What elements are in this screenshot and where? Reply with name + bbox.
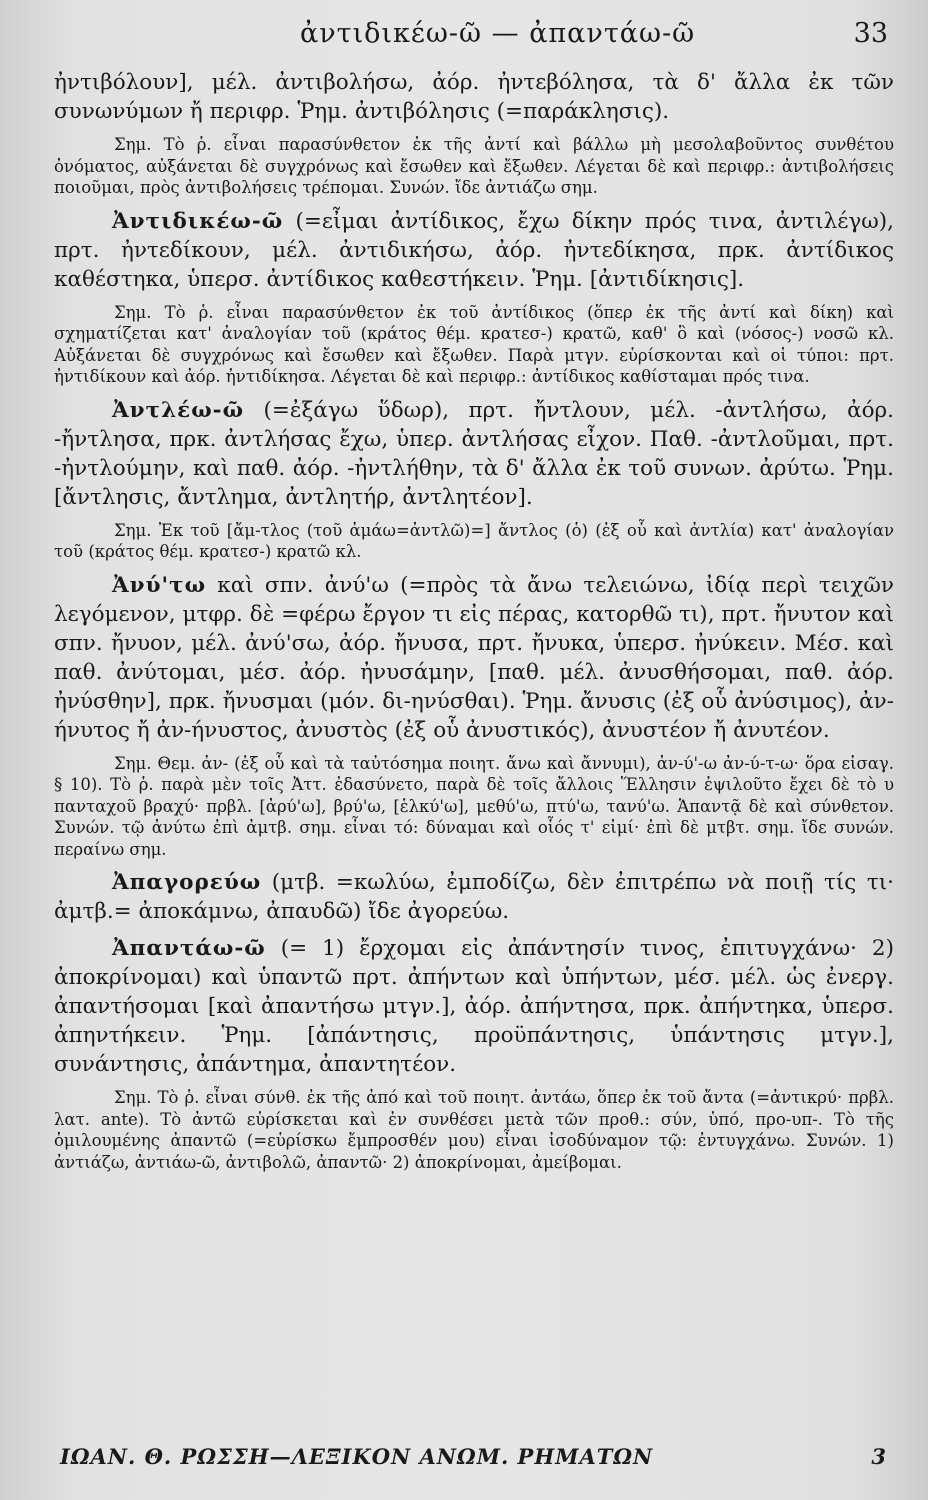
entry-apantao (54, 934, 894, 1079)
note-apantao: Σημ. Τὸ ῥ. εἶναι σύνθ. ἐκ τῆς ἀπό καὶ τοῦ ποιητ. ἀντάω, ὅπερ ἐκ τοῦ ἄντα (=ἀντικρύ· πρβλ. λατ. ante). Τὸ ἀντῶ εὑρίσκεται καὶ ἐν συνθέσει μετὰ τῶν προθ.: σύν, ὑπό, προ-υπ-. Τὸ τῆς ὁμιλουμένης ἀπαντῶ (=εὑρίσκω ἔμπροσθέν μου) εἶναι ἰσοδύναμον τῷ: ἐντυγχάνω. Συνών. 1) ἀντιάζω, ἀντιάω-ῶ, ἀντιβολῶ, ἀπαντῶ· 2) ἀποκρίνομαι, ἀμείβομαι. (54, 1088, 894, 1172)
entry-antleo (54, 396, 894, 512)
entry-antibolo-continued: ἠντιβόλουν], μέλ. ἀντιβολήσω, ἀόρ. ἠντεβόλησα, τὰ δ' ἄλλα ἐκ τῶν συνωνύμων ἤ περιφρ. Ῥημ. ἀντιβόλησις (=παράκλησις). (54, 70, 894, 124)
note-antibolo: Σημ. Τὸ ῥ. εἶναι παρασύνθετον ἐκ τῆς ἀντί καὶ βάλλω μὴ μεσολαβοῦντος συνθέτου ὀνόματος, αὐξάνεται δὲ συγχρόνως καὶ ἔσωθεν καὶ ἔξωθεν. Λέγεται δὲ καὶ περιφρ.: ἀντιβολήσεις ποιοῦμαι, πρὸς ἀντιβολήσεις τρέπομαι. Συνών. ἴδε ἀντιάζω σημ. (54, 135, 894, 197)
headword-apantao: Ἀπαντάω-ῶ (112, 936, 266, 961)
page-number: 33 (853, 18, 888, 49)
footer-signature-mark: 3 (871, 1444, 886, 1469)
entry-antidikeo (54, 207, 894, 294)
headword-antleo: Ἀντλέω-ῶ (112, 397, 245, 423)
running-head-title: ἀντιδικέω-ῶ — ἀπαντάω-ῶ (300, 18, 696, 49)
entry-apantao-text: (= 1) ἔρχομαι εἰς ἀπάντησίν τινος, ἐπιτυγχάνω· 2) ἀποκρίνομαι) καὶ ὑπαντῶ πρτ. ἀπήντων καὶ ὑπήντων, μέσ. μέλ. ὡς ἐνεργ. ἀπαντήσομαι [καὶ ἀπαντήσω μτγν.], ἀόρ. ἀπήντησα, πρκ. ἀπήντηκα, ὑπερσ. ἀπηντήκειν. Ῥημ. [ἀπάντησις, προϋπάντησις, ὑπάντησις μτγν.], συνάντησις, ἀπάντημα, ἀπαντητέον. (54, 936, 894, 1077)
entry-apagoreuo (54, 868, 894, 926)
entry-anyto (54, 571, 894, 745)
note-antidikeo: Σημ. Τὸ ῥ. εἶναι παρασύνθετον ἐκ τοῦ ἀντίδικος (ὅπερ ἐκ τῆς ἀντί καὶ δίκη) καὶ σχηματίζεται κατ' ἀναλογίαν τοῦ (κράτος θέμ. κρατεσ-) κρατῶ, καθ' ὃ καὶ (νόσος-) νοσῶ κλ. Αὐξάνεται δὲ συγχρόνως καὶ ἔσωθεν καὶ ἔξωθεν. Παρὰ μτγν. εὑρίσκονται καὶ οἱ τύποι: πρτ. ἠντιδίκουν καὶ ἀόρ. ἠντιδίκησα. Λέγεται δὲ καὶ περιφρ.: ἀντίδικος καθίσταμαι πρός τινα. (54, 302, 894, 386)
entry-antleo-text: (=ἐξάγω ὕδωρ), πρτ. ἤντλουν, μέλ. -ἀντλήσω, ἀόρ. -ἤντλησα, πρκ. ἀντλήσας ἔχω, ὑπερ. ἀντλήσας εἶχον. Παθ. -ἀντλοῦμαι, πρτ. -ἠντλούμην, καὶ παθ. ἀόρ. -ἠντλήθην, τὰ δ' ἄλλα ἐκ τοῦ συνων. ἀρύτω. Ῥημ. [ἄντλησις, ἄντλημα, ἀντλητήρ, ἀντλητέον]. (54, 397, 894, 510)
entry-anyto-text: καὶ σπν. ἀνύ'ω (=πρὸς τὰ ἄνω τελειώνω, ἰδίᾳ περὶ τειχῶν λεγόμενον, μτφρ. δὲ =φέρω ἔργον τι εἰς πέρας, κατορθῶ τι), πρτ. ἤνυτον καὶ σπν. ἤνυον, μέλ. ἀνύ'σω, ἀόρ. ἤνυσα, πρτ. ἤνυκα, ὑπερσ. ἠνύκειν. Μέσ. καὶ παθ. ἀνύτομαι, μέσ. ἀόρ. ἠνυσάμην, [παθ. μέλ. ἀνυσθήσομαι, παθ. ἀόρ. ἠνύσθην], πρκ. ἤνυσμαι (μόν. δι-ηνύσθαι). Ῥημ. ἄνυσις (ἐξ οὗ ἀνύσιμος), ἀν-ήνυτος ἤ ἀν-ήνυστος, ἀνυστὸς (ἐξ οὗ ἀνυστικός), ἀνυστέον ἤ ἀνυτέον. (54, 572, 894, 743)
running-head (0, 14, 928, 50)
note-antleo: Σημ. Ἐκ τοῦ [ἄμ-τλος (τοῦ ἀμάω=ἀντλῶ)=] ἄντλος (ὁ) (ἐξ οὗ καὶ ἀντλία) κατ' ἀναλογίαν τοῦ (κράτος θέμ. κρατεσ-) κρατῶ κλ. (54, 520, 894, 561)
headword-anyto: Ἀνύ'τω (112, 572, 207, 598)
entry-apagoreuo-text: (μτβ. =κωλύω, ἐμποδίζω, δὲν ἐπιτρέπω νὰ ποιῇ τίς τι· ἀμτβ.= ἀποκάμνω, ἀπαυδῶ) ἴδε ἀγορεύω. (54, 870, 894, 924)
headword-antidikeo: Ἀντιδικέω-ῶ (112, 208, 284, 234)
page-footer (0, 1438, 928, 1478)
entry-antidikeo-text: (=εἶμαι ἀντίδικος, ἔχω δίκην πρός τινα, ἀντιλέγω), πρτ. ἠντεδίκουν, μέλ. ἀντιδικήσω, ἀόρ. ἠντεδίκησα, πρκ. ἀντίδικος καθέστηκα, ὑπερσ. ἀντίδικος καθεστήκειν. Ῥημ. [ἀντιδίκησις]. (54, 208, 894, 292)
footer-book-title: ΙΩΑΝ. Θ. ΡΩΣΣΗ—ΛΕΞΙΚΟΝ ΑΝΩΜ. ΡΗΜΑΤΩΝ (60, 1444, 654, 1469)
note-anyto: Σημ. Θεμ. ἀν- (ἐξ οὗ καὶ τὰ ταὐτόσημα ποιητ. ἄνω καὶ ἄννυμι), ἀν-ύ'-ω ἀν-ύ-τ-ω· ὅρα εἰσαγ. § 10). Τὸ ῥ. παρὰ μὲν τοῖς Ἀττ. ἐδασύνετο, παρὰ δὲ τοῖς ἄλλοις Ἕλλησιν ἐψιλοῦτο ἔχει δὲ τὸ υ πανταχοῦ βραχύ· πρβλ. [ἀρύ'ω], βρύ'ω, [ἑλκύ'ω], μεθύ'ω, πτύ'ω, τανύ'ω. Ἁπαντᾷ δὲ καὶ σύνθετον. Συνών. τῷ ἀνύτω ἐπὶ ἀμτβ. σημ. εἶναι τό: δύναμαι καὶ οἷός τ' εἰμί· ἐπὶ δὲ μτβτ. σημ. ἴδε συνών. περαίνω σημ. (54, 753, 894, 859)
page-body (54, 68, 894, 1181)
headword-apagoreuo: Ἀπαγορεύω (112, 870, 262, 895)
